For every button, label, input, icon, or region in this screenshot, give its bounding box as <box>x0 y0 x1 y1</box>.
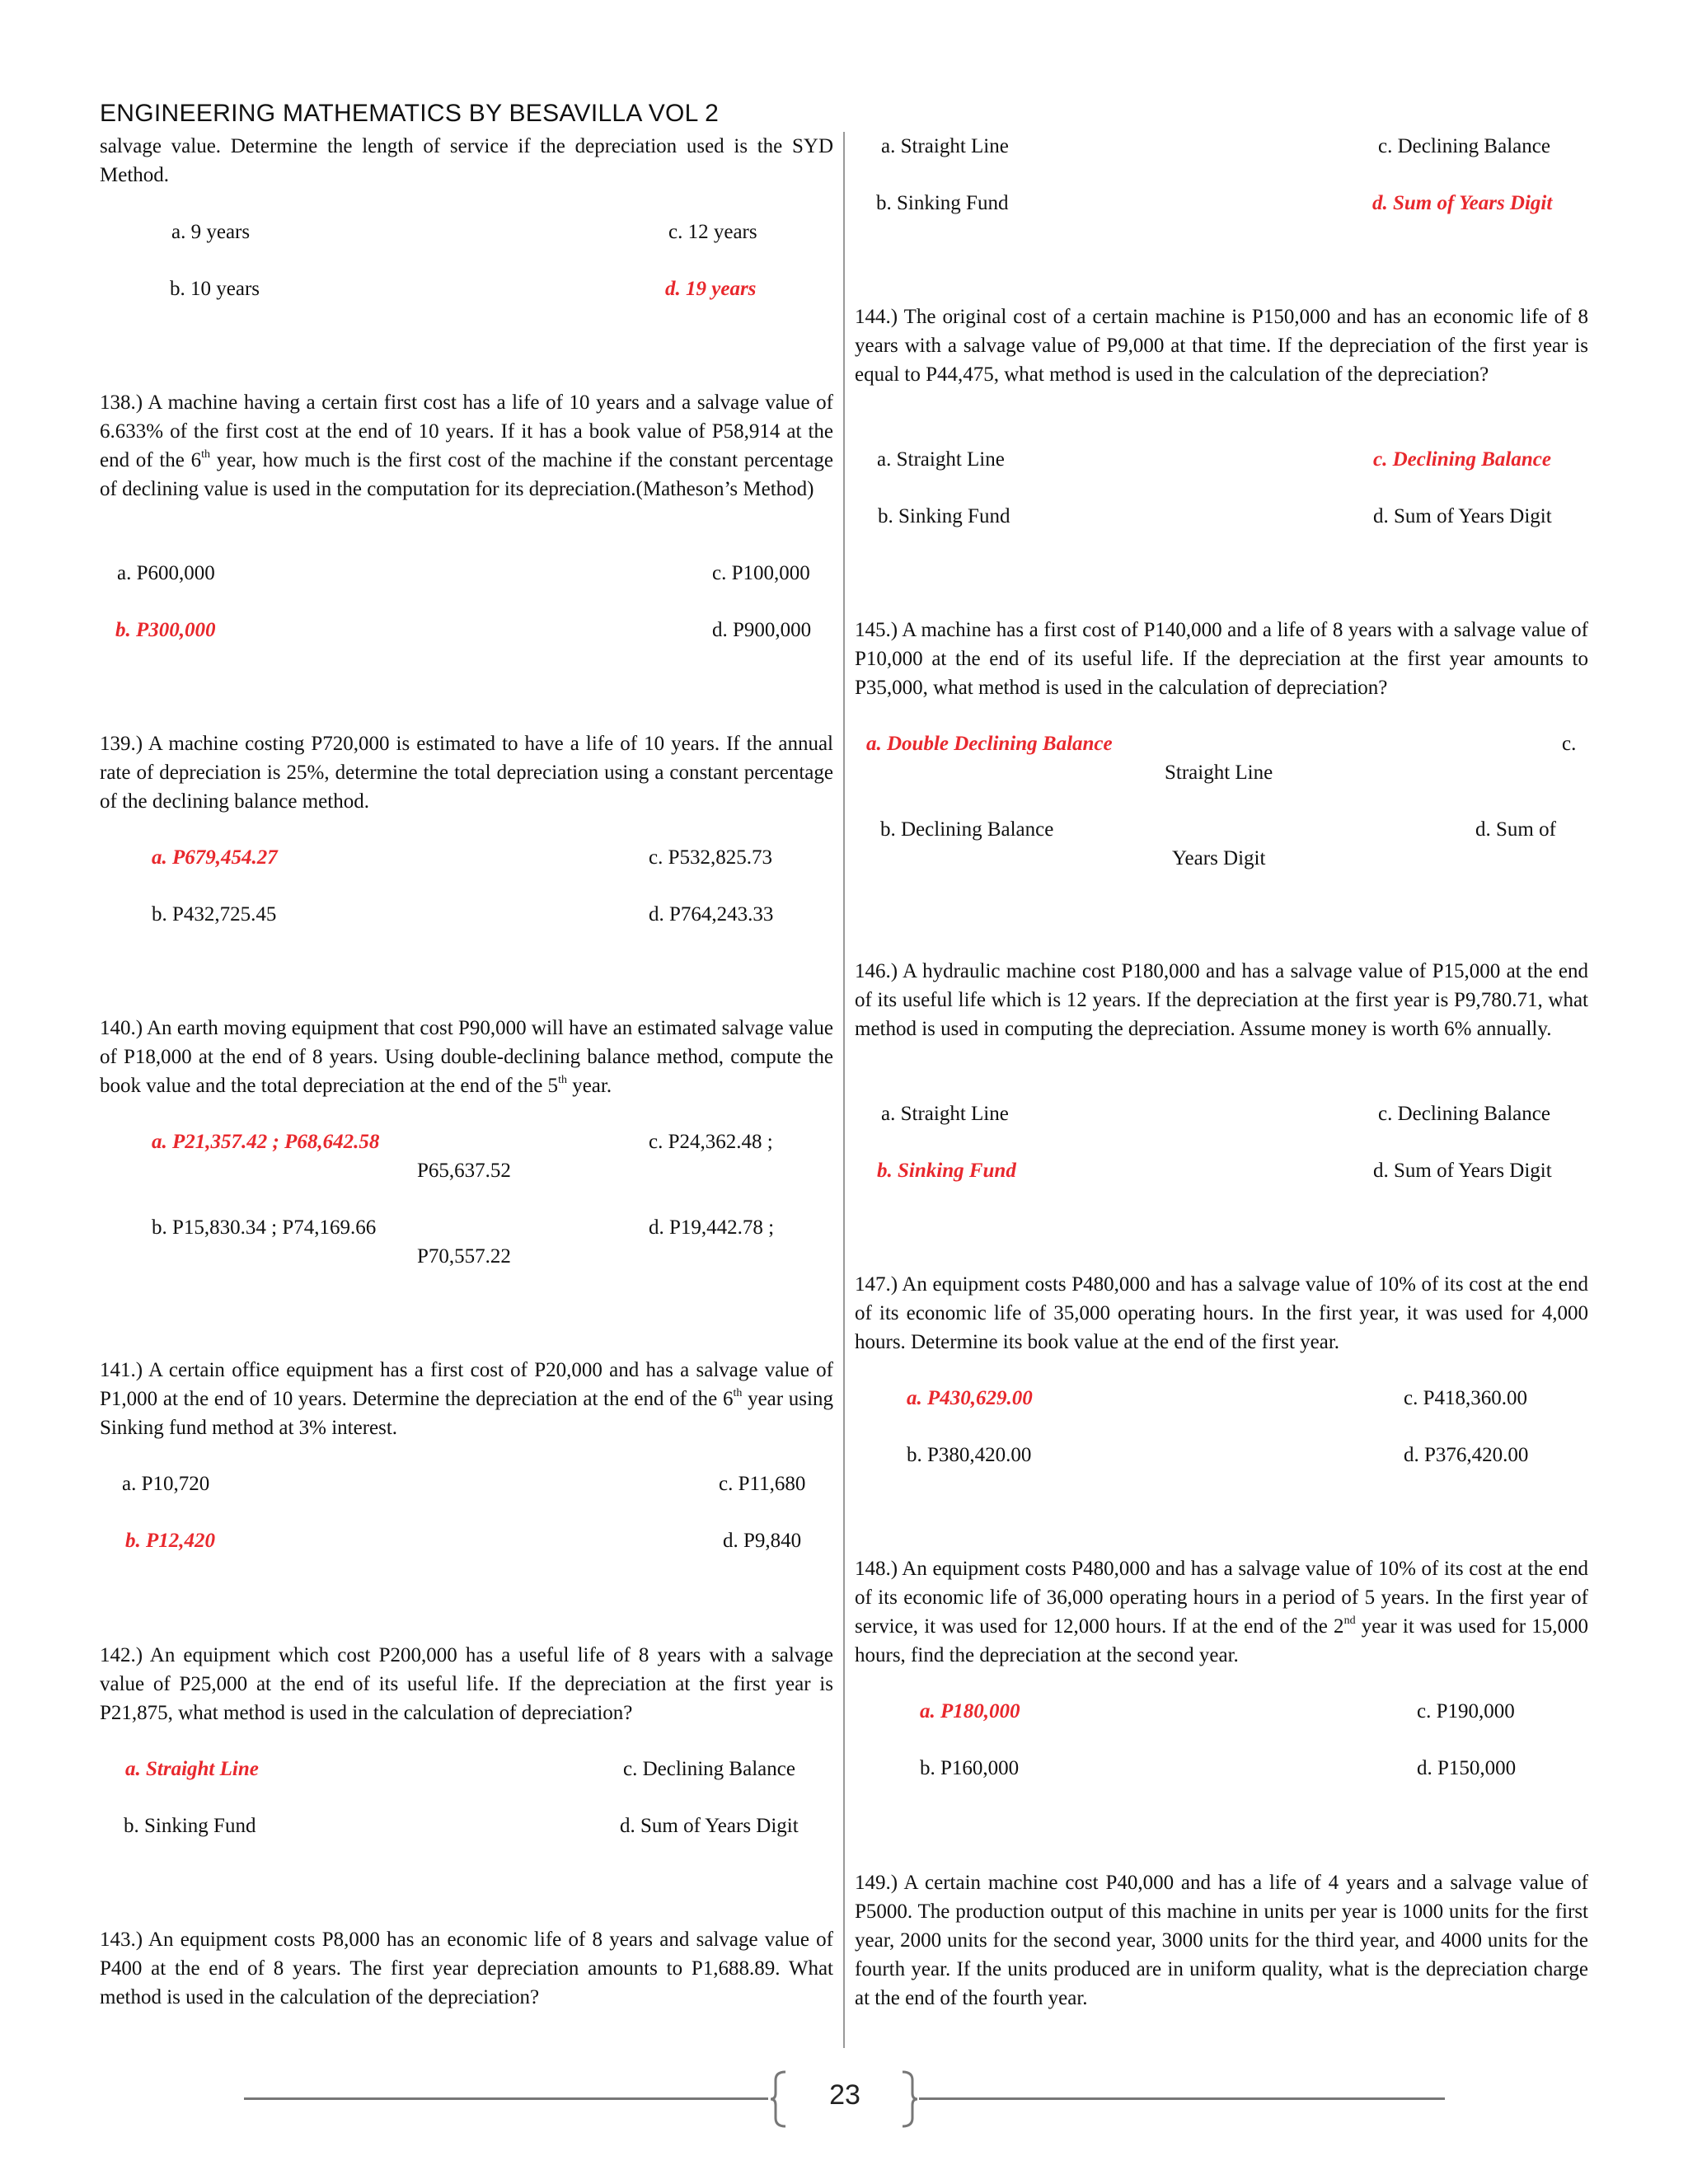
question-text: 149.) A certain machine cost P40,000 and has a life of 4 years and a salvage value of P5000. The production output of this machine in units per year is 1000 units for the first year, 2000 units for the second year, 3000 units for the third year, and 4000 units for the fourth year. If the units produced are in uniform quality, what is the depreciation charge at the end of the fourth year. <box>855 1872 1588 2009</box>
choice-b: b. Sinking Fund <box>124 1815 256 1837</box>
footer-rule-right <box>919 2097 1445 2100</box>
choice-a: a. Straight Line <box>881 1103 1009 1125</box>
choice-b: b. 10 years <box>170 278 260 300</box>
choice-c: c. P24,362.48 ; <box>649 1131 773 1153</box>
question-text: 139.) A machine costing P720,000 is estimated to have a life of 10 years. If the annual rate of depreciation is 25%, determine the total depreciation using a constant percentage of the declining balance method. <box>100 733 833 813</box>
page-number: 23 <box>829 2079 860 2111</box>
choice-b-correct-answer: b. P12,420 <box>125 1530 216 1552</box>
choice-c: c. Declining Balance <box>1378 1103 1550 1125</box>
choice-c-continued: P65,637.52 <box>417 1160 511 1182</box>
choice-b: b. P15,830.34 ; P74,169.66 <box>152 1216 377 1239</box>
question-text: 144.) The original cost of a certain machine is P150,000 and has an economic life of 8 years with a salvage value of P9,000 at that time. If the depreciation of the first year is equal to P44,475, what method is used in the calculation of the depreciation? <box>855 306 1588 386</box>
choice-b: b. Sinking Fund <box>878 505 1010 527</box>
question-text: 145.) A machine has a first cost of P140,000 and a life of 8 years with a salvage value of P10,000 at the end of its useful life. If the depreciation at the first year amounts to P35,000, what method is used in the calculation of depreciation? <box>855 619 1588 699</box>
choice-c: c. P190,000 <box>1417 1700 1515 1722</box>
choice-d: d. Sum of Years Digit <box>1373 1160 1552 1182</box>
choice-a: a. 9 years <box>171 221 251 243</box>
choice-a: a. P600,000 <box>117 562 215 584</box>
question-text: 146.) A hydraulic machine cost P180,000 and has a salvage value of P15,000 at the end of its useful life which is 12 years. If the depreciation at the first year is P9,780.71, what method is used in computing the depreciation. Assume money is worth 6% annually. <box>855 960 1588 1040</box>
book-header: ENGINEERING MATHEMATICS BY BESAVILLA VOL 2 <box>100 100 720 127</box>
choice-d: d. P150,000 <box>1417 1757 1517 1779</box>
choice-c: c. P11,680 <box>719 1473 806 1495</box>
choice-a-correct-answer: a. Double Declining Balance <box>866 733 1113 755</box>
choice-d: d. P19,442.78 ; <box>649 1216 775 1239</box>
left-bracket-icon <box>769 2070 787 2128</box>
choice-c: c. 12 years <box>668 221 757 243</box>
choice-c-continued: Straight Line <box>1165 762 1273 784</box>
choice-a-correct-answer: a. P679,454.27 <box>152 846 278 869</box>
choice-b: b. P160,000 <box>920 1757 1020 1779</box>
choice-c: c. P532,825.73 <box>649 846 772 869</box>
question-text: 147.) An equipment costs P480,000 and has a salvage value of 10% of its cost at the end of its economic life of 35,000 operating hours. In the first year, it was used for 4,000 hours. Determine its book value at the end of the first year. <box>855 1273 1588 1353</box>
column-divider <box>843 132 845 2048</box>
question-text: 141.) A certain office equipment has a first cost of P20,000 and has a salvage value of P1,000 at the end of 10 years. Determine the depreciation at the end of the 6th year using Sinking fund method at 3% interest. <box>100 1359 833 1439</box>
choice-c: c. <box>1562 733 1577 755</box>
question-text: 143.) An equipment costs P8,000 has an economic life of 8 years and salvage value of P400 at the end of 8 years. The first year depreciation amounts to P1,688.89. What method is used in the calculation of the depreciation? <box>100 1929 833 2008</box>
question-text: 138.) A machine having a certain first cost has a life of 10 years and a salvage value of 6.633% of the first cost at the end of 10 years. If it has a book value of P58,914 at the end of the 6th year, how much is the first cost of the machine if the constant percentage of declining value is used in the computation for its depreciation.(Matheson’s Method) <box>100 391 834 500</box>
choice-d: d. P376,420.00 <box>1404 1444 1529 1466</box>
choice-a-correct-answer: a. P430,629.00 <box>907 1387 1033 1409</box>
choice-a-correct-answer: a. P21,357.42 ; P68,642.58 <box>152 1131 380 1153</box>
choice-c: c. Declining Balance <box>1378 135 1550 157</box>
choice-d: d. Sum of Years Digit <box>1373 505 1552 527</box>
choice-c: c. Declining Balance <box>623 1758 795 1780</box>
choice-d-correct-answer: d. Sum of Years Digit <box>1372 192 1553 214</box>
choice-d-continued: P70,557.22 <box>417 1245 511 1268</box>
choice-b: b. P380,420.00 <box>907 1444 1032 1466</box>
choice-a-correct-answer: a. Straight Line <box>125 1758 259 1780</box>
question-text: 142.) An equipment which cost P200,000 has a useful life of 8 years with a salvage value of P25,000 at the end of its useful life. If the depreciation at the first year is P21,875, what method is used in the calculation of depreciation? <box>100 1644 833 1724</box>
right-bracket-icon <box>901 2070 919 2128</box>
choice-b: b. Sinking Fund <box>876 192 1009 214</box>
question-text: salvage value. Determine the length of service if the depreciation used is the SYD Method. <box>100 135 833 186</box>
choice-a: a. P10,720 <box>122 1473 210 1495</box>
choice-d: d. Sum of <box>1475 818 1556 841</box>
choice-b-correct-answer: b. P300,000 <box>115 619 216 641</box>
choice-a: a. Straight Line <box>877 448 1005 471</box>
footer-rule-left <box>244 2097 768 2100</box>
choice-d: d. P764,243.33 <box>649 903 774 926</box>
choice-c: c. P418,360.00 <box>1404 1387 1527 1409</box>
choice-a: a. Straight Line <box>881 135 1009 157</box>
choice-b: b. P432,725.45 <box>152 903 277 926</box>
choice-d-continued: Years Digit <box>1172 847 1266 869</box>
question-text: 140.) An earth moving equipment that cost P90,000 will have an estimated salvage value of P18,000 at the end of 8 years. Using double-declining balance method, compute the book value and the total depreciation at the end of the 5th year. <box>100 1017 833 1097</box>
choice-b-correct-answer: b. Sinking Fund <box>877 1160 1016 1182</box>
choice-d-correct-answer: d. 19 years <box>665 278 757 300</box>
choice-d: d. P9,840 <box>723 1530 802 1552</box>
choice-b: b. Declining Balance <box>880 818 1054 841</box>
choice-d: d. P900,000 <box>712 619 812 641</box>
choice-c: c. P100,000 <box>712 562 810 584</box>
choice-a-correct-answer: a. P180,000 <box>920 1700 1020 1722</box>
choice-d: d. Sum of Years Digit <box>620 1815 799 1837</box>
choice-c-correct-answer: c. Declining Balance <box>1373 448 1551 471</box>
question-text: 148.) An equipment costs P480,000 and has a salvage value of 10% of its cost at the end of its economic life of 36,000 operating hours in a period of 5 years. In the first year of service, it was used for 12,000 hours. If at the end of the 2nd year it was used for 15,000 hours, find the depreciation at the second year. <box>855 1558 1589 1666</box>
